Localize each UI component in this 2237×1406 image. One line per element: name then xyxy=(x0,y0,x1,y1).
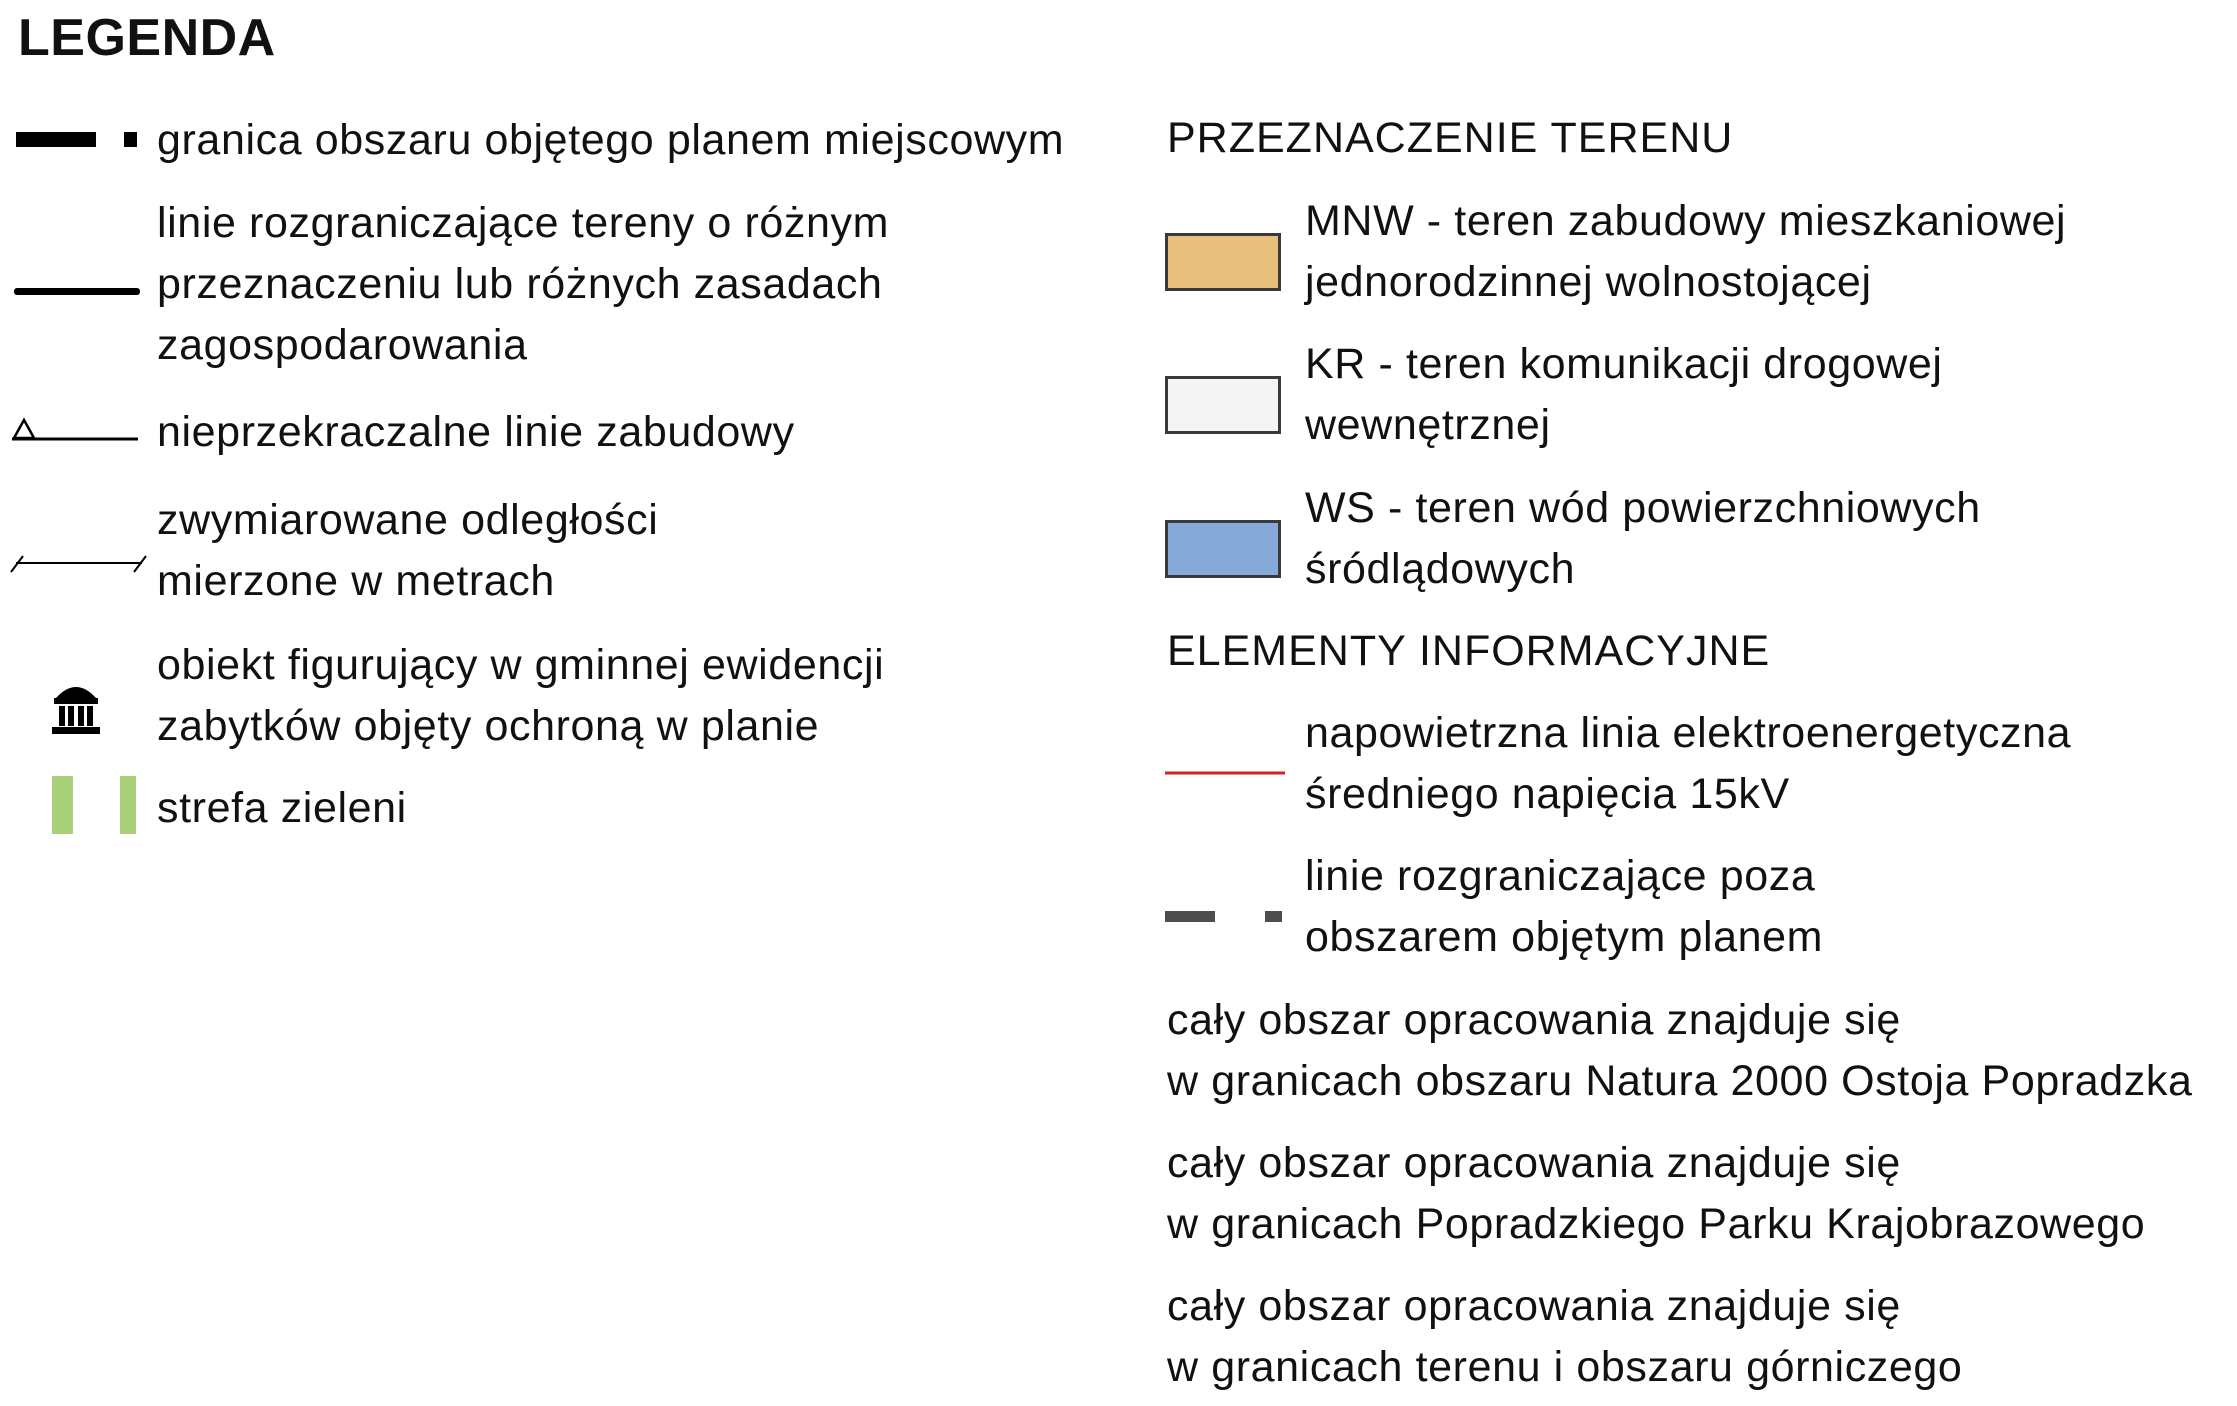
kr-swatch xyxy=(1165,376,1281,434)
green-bars-icon xyxy=(50,776,140,836)
mnw-swatch xyxy=(1165,233,1281,291)
legend-label: obiekt figurujący w gminnej ewidencji xyxy=(157,641,885,689)
legend-label: zabytków objęty ochroną w planie xyxy=(157,702,820,750)
gray-dashed-line-icon xyxy=(1165,908,1287,926)
dimension-line-icon xyxy=(8,548,148,578)
note-line: cały obszar opracowania znajduje się xyxy=(1167,1139,1901,1187)
triangle-line-icon xyxy=(10,414,140,446)
legend-label: jednorodzinnej wolnostojącej xyxy=(1305,258,1872,306)
ws-swatch xyxy=(1165,520,1281,578)
note-line: cały obszar opracowania znajduje się xyxy=(1167,996,1901,1044)
legend-label: strefa zieleni xyxy=(157,784,407,832)
legend-label: wewnętrznej xyxy=(1305,401,1551,449)
legend-label: nieprzekraczalne linie zabudowy xyxy=(157,408,795,456)
legend-label: obszarem objętym planem xyxy=(1305,913,1824,961)
note-line: cały obszar opracowania znajduje się xyxy=(1167,1282,1901,1330)
note-line: w granicach obszaru Natura 2000 Ostoja Popradzka xyxy=(1167,1057,2193,1105)
note-line: w granicach Popradzkiego Parku Krajobrazowego xyxy=(1167,1200,2146,1248)
note-line: w granicach terenu i obszaru górniczego xyxy=(1167,1343,1963,1391)
legend-label: WS - teren wód powierzchniowych xyxy=(1305,484,1981,532)
legend-label: linie rozgraniczające poza xyxy=(1305,852,1816,900)
legend-label: śródlądowych xyxy=(1305,545,1576,593)
land-use-heading: PRZEZNACZENIE TERENU xyxy=(1167,114,1734,162)
legend-label: zwymiarowane odległości xyxy=(157,496,659,544)
solid-line-icon xyxy=(14,285,142,299)
legend-label: średniego napięcia 15kV xyxy=(1305,770,1790,818)
legend-label: napowietrzna linia elektroenergetyczna xyxy=(1305,709,2072,757)
legend-label: granica obszaru objętego planem miejscowym xyxy=(157,116,1065,164)
info-heading: ELEMENTY INFORMACYJNE xyxy=(1167,627,1771,675)
red-line-icon xyxy=(1165,768,1287,778)
monument-icon xyxy=(50,680,102,736)
legend-label: linie rozgraniczające tereny o różnym xyxy=(157,199,890,247)
thick-dashed-line-icon xyxy=(16,128,140,152)
legend-label: KR - teren komunikacji drogowej xyxy=(1305,340,1943,388)
legend-label: mierzone w metrach xyxy=(157,557,555,605)
legend-label: zagospodarowania xyxy=(157,321,528,369)
legend-title: LEGENDA xyxy=(18,9,276,67)
legend-label: przeznaczeniu lub różnych zasadach xyxy=(157,260,883,308)
legend-label: MNW - teren zabudowy mieszkaniowej xyxy=(1305,197,2067,245)
